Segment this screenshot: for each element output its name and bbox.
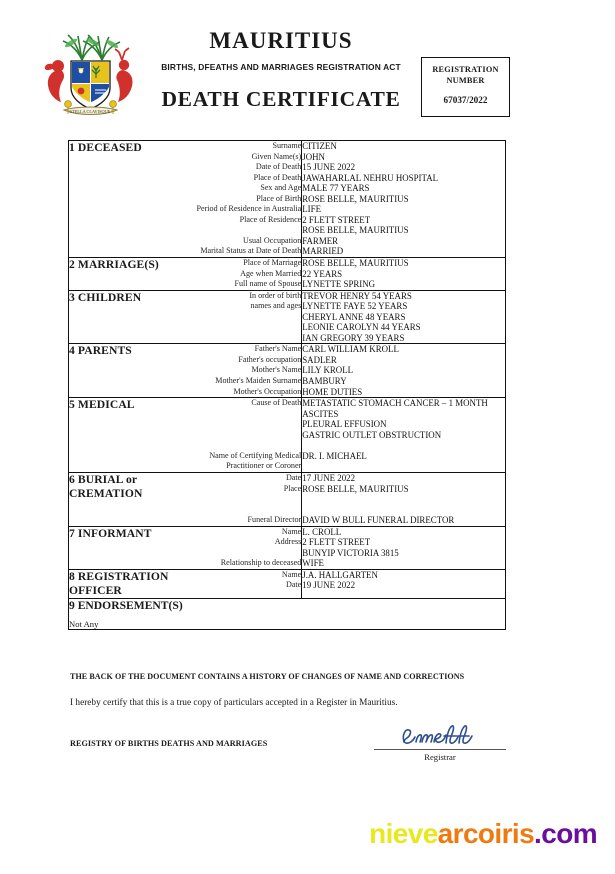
section-marriages-labels: Place of Marriage Age when Married Full name of Spouse: [197, 258, 302, 291]
certification-statement: I hereby certify that this is a true copy of particulars accepted in a Register in Mauritius.: [70, 698, 398, 708]
section-children-labels: In order of birth names and ages: [197, 290, 302, 344]
section-parents-title: 4 PARENTS: [69, 344, 132, 358]
section-informant-title: 7 INFORMANT: [69, 526, 152, 540]
section-registration-officer-values: J.A. HALLGARTEN 19 JUNE 2022: [302, 569, 378, 591]
section-endorsements: [69, 599, 506, 630]
mauritius-coat-of-arms-icon: [38, 30, 142, 126]
registrar-signature-block: [374, 723, 506, 762]
section-burial-title-line2: CREMATION: [69, 487, 143, 501]
section-registration-officer-labels: Name Date: [197, 569, 302, 598]
section-registration-officer-title: 8 REGISTRATION OFFICER: [69, 569, 169, 598]
section-parents: [69, 344, 506, 398]
title-block: [150, 28, 412, 112]
section-parents-values: CARL WILLIAM KROLL SADLER LILY KROLL BAMBURY HOME DUTIES: [302, 344, 399, 397]
section-marriages-values: ROSE BELLE, MAURITIUS 22 YEARS LYNETTE SPRING: [302, 258, 409, 290]
section-informant-values: L. CROLL 2 FLETT STREET BUNYIP VICTORIA 3815 WIFE: [302, 526, 399, 569]
section-medical-title: 5 MEDICAL: [69, 398, 135, 412]
section-burial-title-line1: 6 BURIAL or: [69, 472, 138, 486]
registration-label-line1: REGISTRATION: [432, 65, 499, 74]
section-informant: [69, 526, 506, 569]
watermark-part-2: arcoiris: [437, 818, 535, 849]
section-deceased: [69, 141, 506, 258]
section-burial: [69, 472, 506, 526]
registrar-signature-icon: [374, 723, 506, 749]
section-medical-values: METASTATIC STOMACH CANCER – 1 MONTH ASCITES PLEURAL EFFUSION GASTRIC OUTLET OBSTRUCTION DR. I. MICHAEL: [302, 398, 488, 461]
section-marriages: [69, 258, 506, 291]
watermark-part-3: .com: [534, 818, 597, 849]
section-children-title: 3 CHILDREN: [69, 290, 142, 304]
section-medical: [69, 398, 506, 473]
country-title: MAURITIUS: [209, 28, 353, 53]
section-burial-title: [69, 472, 197, 526]
signature-caption: Registrar: [424, 752, 456, 762]
section-endorsements-body: Not Any: [69, 619, 99, 630]
section-marriages-title: 2 MARRIAGE(S): [69, 258, 159, 272]
registration-label-line2: NUMBER: [446, 75, 485, 85]
section-medical-labels: Cause of Death Name of Certifying Medical Practitioner or Coroner: [197, 398, 302, 473]
registration-number-value: 67037/2022: [443, 95, 488, 106]
section-deceased-title: 1 DECEASED: [69, 141, 142, 154]
section-children-values: TREVOR HENRY 54 YEARS LYNETTE FAYE 52 YEARS CHERYL ANNE 48 YEARS LEONIE CAROLYN 44 YEARS IAN GREGORY 39 YEARS: [302, 290, 421, 343]
section-burial-values: 17 JUNE 2022 ROSE BELLE, MAURITIUS DAVID W BULL FUNERAL DIRECTOR: [302, 472, 455, 526]
registration-number-box: [421, 57, 510, 117]
section-registration-officer: [69, 569, 506, 598]
act-subtitle: BIRTHS, DFEATHS AND MARRIAGES REGISTRATION ACT: [161, 62, 401, 73]
section-deceased-values: CITIZEN JOHN 15 JUNE 2022 JAWAHARLAL NEHRU HOSPITAL MALE 77 YEARS ROSE BELLE, MAURITIUS LIFE 2 FLETT STREET ROSE BELLE, MAURITIUS FARMER MARRIED: [302, 141, 439, 257]
watermark-part-1: nieve: [369, 818, 438, 849]
site-watermark: [0, 818, 615, 850]
document-header: [0, 0, 615, 118]
svg-text:STELLA CLAVISQUE: STELLA CLAVISQUE: [69, 109, 111, 114]
registry-name: REGISTRY OF BIRTHS DEATHS AND MARRIAGES: [70, 739, 268, 748]
document-footer: [70, 672, 506, 773]
section-parents-labels: Father's Name Father's occupation Mother's Name Mother's Maiden Surname Mother's Occupation: [197, 344, 302, 398]
section-deceased-labels: Surname Given Name(s) Date of Death Place of Death Sex and Age Place of Birth Period of Residence in Australia Place of Residence Usual Occupation Marital Status at Date of Death: [197, 141, 302, 258]
certificate-table: [68, 140, 506, 630]
back-of-document-notice: THE BACK OF THE DOCUMENT CONTAINS A HISTORY OF CHANGES OF NAME AND CORRECTIONS: [70, 672, 465, 681]
section-informant-labels: Name Address Relationship to deceased: [197, 526, 302, 569]
signature-line: [374, 749, 506, 750]
section-endorsements-title: 9 ENDORSEMENT(S): [69, 599, 183, 613]
document-title: DEATH CERTIFICATE: [161, 87, 401, 112]
section-children: [69, 290, 506, 344]
section-burial-labels: Date Place Funeral Director: [197, 472, 302, 526]
